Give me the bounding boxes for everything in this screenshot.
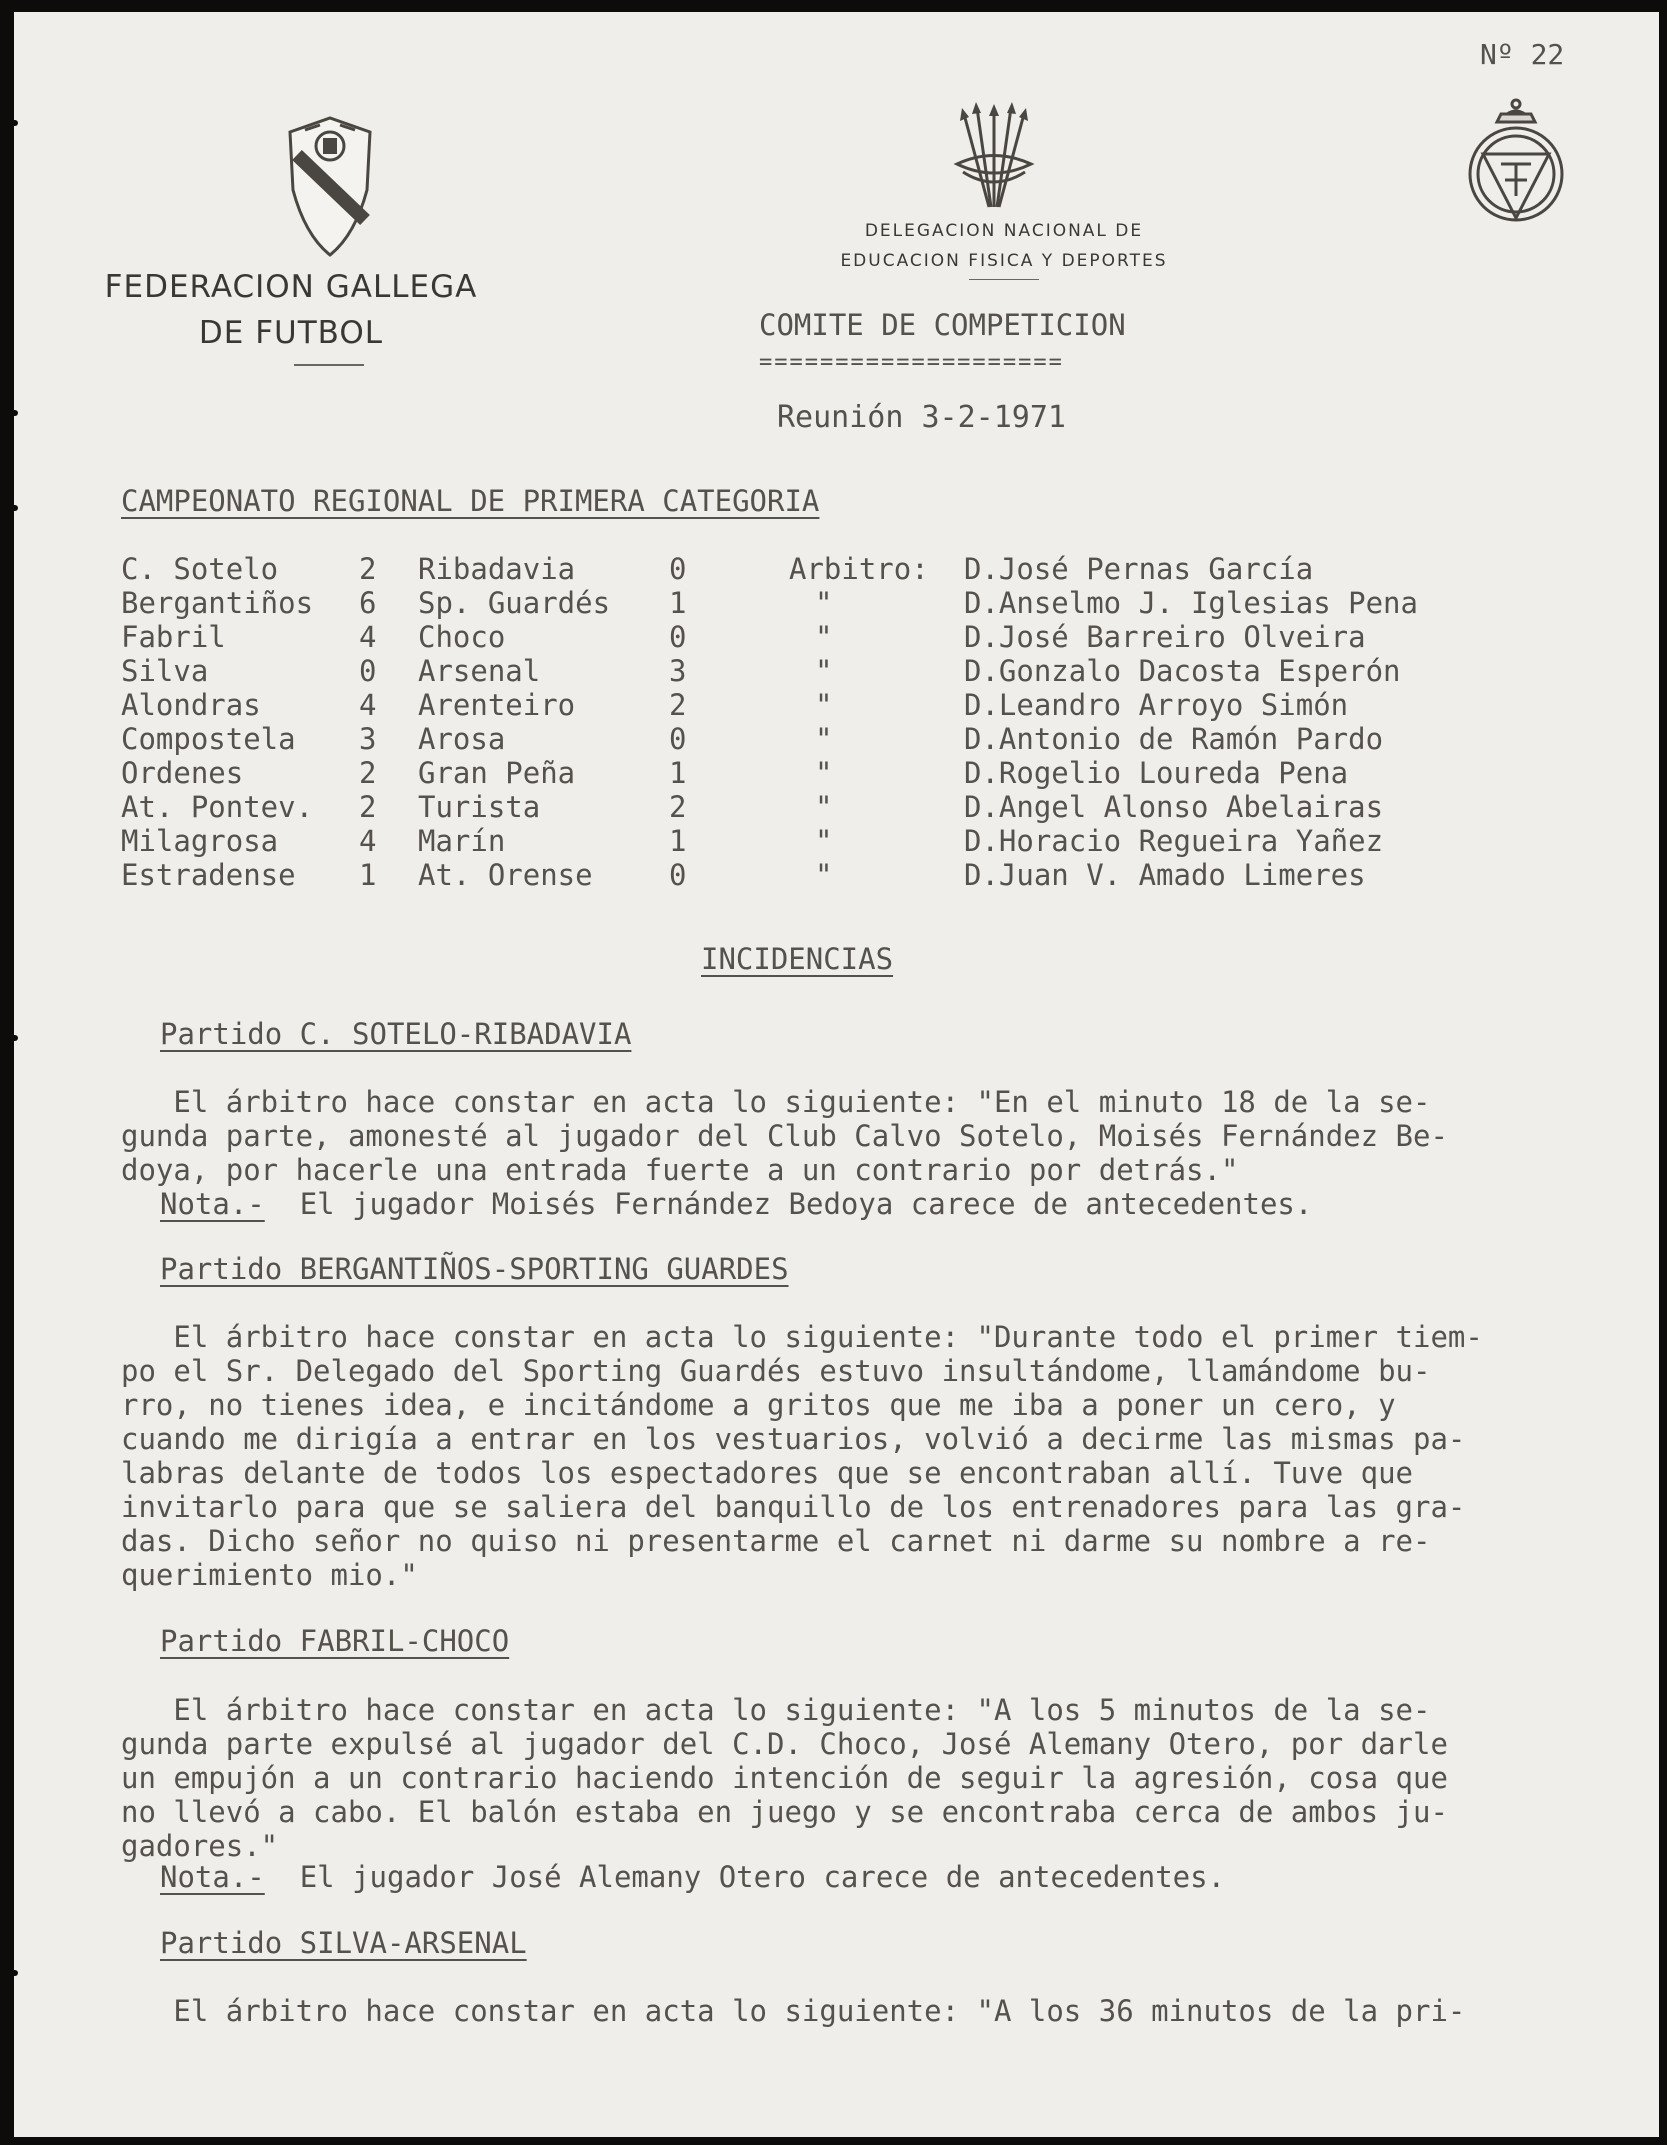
away-score: 2 bbox=[669, 688, 687, 722]
away-score: 0 bbox=[669, 858, 687, 892]
referee-name: D.Gonzalo Dacosta Esperón bbox=[964, 654, 1401, 688]
body-line: gunda parte expulsé al jugador del C.D. Choco, José Alemany Otero, por darle bbox=[121, 1727, 1448, 1761]
home-team: Fabril bbox=[121, 620, 226, 654]
home-score: 2 bbox=[359, 756, 377, 790]
section-body bbox=[121, 1085, 1659, 1187]
section-title: Partido FABRIL-CHOCO bbox=[160, 1624, 510, 1658]
home-score: 4 bbox=[359, 688, 377, 722]
away-score: 1 bbox=[669, 756, 687, 790]
body-line: po el Sr. Delegado del Sporting Guardés estuvo insultándome, llamándome bu- bbox=[121, 1354, 1431, 1388]
body-line: das. Dicho señor no quiso ni presentarme el carnet ni darme su nombre a re- bbox=[121, 1524, 1431, 1558]
note bbox=[160, 1187, 1312, 1221]
away-team: Arenteiro bbox=[418, 688, 576, 722]
away-score: 1 bbox=[669, 824, 687, 858]
home-score: 0 bbox=[359, 654, 377, 688]
away-team: Ribadavia bbox=[418, 552, 576, 586]
referee-name: D.Rogelio Loureda Pena bbox=[964, 756, 1349, 790]
federation-name bbox=[96, 264, 486, 356]
home-score: 1 bbox=[359, 858, 377, 892]
body-line: El árbitro hace constar en acta lo siguiente: "En el minuto 18 de la se- bbox=[121, 1085, 1431, 1119]
body-line: rro, no tienes idea, e incitándome a gritos que me iba a poner un cero, y bbox=[121, 1388, 1396, 1422]
referee-name: D.Horacio Regueira Yañez bbox=[964, 824, 1384, 858]
away-team: Arosa bbox=[418, 722, 506, 756]
home-team: Compostela bbox=[121, 722, 296, 756]
section-body bbox=[121, 1693, 1659, 1863]
delegation-line-2: EDUCACION FISICA Y DEPORTES bbox=[840, 251, 1168, 271]
away-team: Marín bbox=[418, 824, 506, 858]
home-team: Estradense bbox=[121, 858, 296, 892]
home-score: 4 bbox=[359, 620, 377, 654]
home-team: Ordenes bbox=[121, 756, 244, 790]
section-title: Partido C. SOTELO-RIBADAVIA bbox=[160, 1017, 632, 1051]
section-title: Partido SILVA-ARSENAL bbox=[160, 1926, 527, 1960]
document-page bbox=[14, 12, 1659, 2137]
referee-label: " bbox=[815, 756, 833, 790]
referee-label: " bbox=[815, 824, 833, 858]
referee-label: " bbox=[815, 620, 833, 654]
referee-name: D.Angel Alonso Abelairas bbox=[964, 790, 1384, 824]
binder-mark bbox=[0, 1970, 18, 1976]
crowned-football-crest-icon bbox=[1461, 92, 1571, 232]
note-label: Nota.- bbox=[160, 1187, 265, 1221]
away-score: 0 bbox=[669, 722, 687, 756]
delegation-line-1: DELEGACION NACIONAL DE bbox=[864, 221, 1144, 241]
section-body bbox=[121, 1320, 1659, 1592]
body-line: doya, por hacerle una entrada fuerte a un contrario por detrás." bbox=[121, 1153, 1239, 1187]
body-line: invitarlo para que se saliera del banquillo de los entrenadores para las gra- bbox=[121, 1490, 1466, 1524]
body-line: El árbitro hace constar en acta lo siguiente: "A los 5 minutos de la se- bbox=[121, 1693, 1431, 1727]
binder-mark bbox=[0, 1035, 18, 1041]
referee-name: D.José Barreiro Olveira bbox=[964, 620, 1366, 654]
note bbox=[160, 1860, 1225, 1894]
away-score: 0 bbox=[669, 620, 687, 654]
body-line: querimiento mio." bbox=[121, 1558, 418, 1592]
referee-label: " bbox=[815, 722, 833, 756]
away-score: 3 bbox=[669, 654, 687, 688]
body-line: un empujón a un contrario haciendo intención de seguir la agresión, cosa que bbox=[121, 1761, 1448, 1795]
home-score: 2 bbox=[359, 790, 377, 824]
body-line: labras delante de todos los espectadores que se encontraban allí. Tuve que bbox=[121, 1456, 1414, 1490]
referee-name: D.Juan V. Amado Limeres bbox=[964, 858, 1366, 892]
binder-mark bbox=[0, 120, 18, 126]
binder-mark bbox=[0, 505, 18, 511]
referee-name: D.Antonio de Ramón Pardo bbox=[964, 722, 1384, 756]
note-text: El jugador Moisés Fernández Bedoya carece de antecedentes. bbox=[299, 1187, 1313, 1221]
home-score: 2 bbox=[359, 552, 377, 586]
body-line: gadores." bbox=[121, 1829, 279, 1863]
federation-shield-icon bbox=[285, 110, 375, 260]
away-team: Arsenal bbox=[418, 654, 541, 688]
referee-label: " bbox=[815, 586, 833, 620]
meeting-date: Reunión 3-2-1971 bbox=[777, 400, 1066, 435]
section-body bbox=[121, 1994, 1659, 2028]
referee-label: " bbox=[815, 688, 833, 722]
referee-label: Arbitro: bbox=[789, 552, 929, 586]
body-line: gunda parte, amonesté al jugador del Club Calvo Sotelo, Moisés Fernández Be- bbox=[121, 1119, 1448, 1153]
document-number: Nº 22 bbox=[1480, 38, 1565, 71]
away-score: 2 bbox=[669, 790, 687, 824]
away-team: Sp. Guardés bbox=[418, 586, 611, 620]
referee-label: " bbox=[815, 858, 833, 892]
body-line: El árbitro hace constar en acta lo siguiente: "A los 36 minutos de la pri- bbox=[121, 1994, 1466, 2028]
body-line: El árbitro hace constar en acta lo siguiente: "Durante todo el primer tiem- bbox=[121, 1320, 1483, 1354]
away-team: Gran Peña bbox=[418, 756, 576, 790]
home-team: At. Pontev. bbox=[121, 790, 314, 824]
away-team: Choco bbox=[418, 620, 506, 654]
section-title: Partido BERGANTIÑOS-SPORTING GUARDES bbox=[160, 1252, 789, 1286]
yoke-arrows-emblem-icon bbox=[949, 102, 1039, 212]
away-team: At. Orense bbox=[418, 858, 593, 892]
delegation-divider bbox=[969, 279, 1039, 280]
away-score: 0 bbox=[669, 552, 687, 586]
home-team: Silva bbox=[121, 654, 209, 688]
home-score: 6 bbox=[359, 586, 377, 620]
committee-title: COMITE DE COMPETICION bbox=[759, 308, 1126, 342]
home-team: C. Sotelo bbox=[121, 552, 279, 586]
referee-label: " bbox=[815, 790, 833, 824]
referee-name: D.Anselmo J. Iglesias Pena bbox=[964, 586, 1418, 620]
incidencias-title: INCIDENCIAS bbox=[701, 942, 894, 976]
championship-title: CAMPEONATO REGIONAL DE PRIMERA CATEGORIA bbox=[121, 484, 820, 518]
body-line: cuando me dirigía a entrar en los vestuarios, volvió a decirme las mismas pa- bbox=[121, 1422, 1466, 1456]
home-team: Alondras bbox=[121, 688, 261, 722]
referee-name: D.José Pernas García bbox=[964, 552, 1314, 586]
committee-title-underline: ==================== bbox=[759, 350, 1064, 375]
federation-line-1: FEDERACION GALLEGA bbox=[104, 269, 478, 305]
home-team: Bergantiños bbox=[121, 586, 314, 620]
home-score: 4 bbox=[359, 824, 377, 858]
federation-divider bbox=[294, 364, 364, 366]
away-team: Turista bbox=[418, 790, 541, 824]
home-team: Milagrosa bbox=[121, 824, 279, 858]
note-text: El jugador José Alemany Otero carece de antecedentes. bbox=[299, 1860, 1226, 1894]
binder-mark bbox=[0, 410, 18, 416]
away-score: 1 bbox=[669, 586, 687, 620]
federation-line-2: DE FUTBOL bbox=[198, 315, 384, 351]
referee-name: D.Leandro Arroyo Simón bbox=[964, 688, 1349, 722]
home-score: 3 bbox=[359, 722, 377, 756]
referee-label: " bbox=[815, 654, 833, 688]
note-label: Nota.- bbox=[160, 1860, 265, 1894]
body-line: no llevó a cabo. El balón estaba en juego y se encontraba cerca de ambos ju- bbox=[121, 1795, 1448, 1829]
delegation-name bbox=[784, 216, 1224, 276]
